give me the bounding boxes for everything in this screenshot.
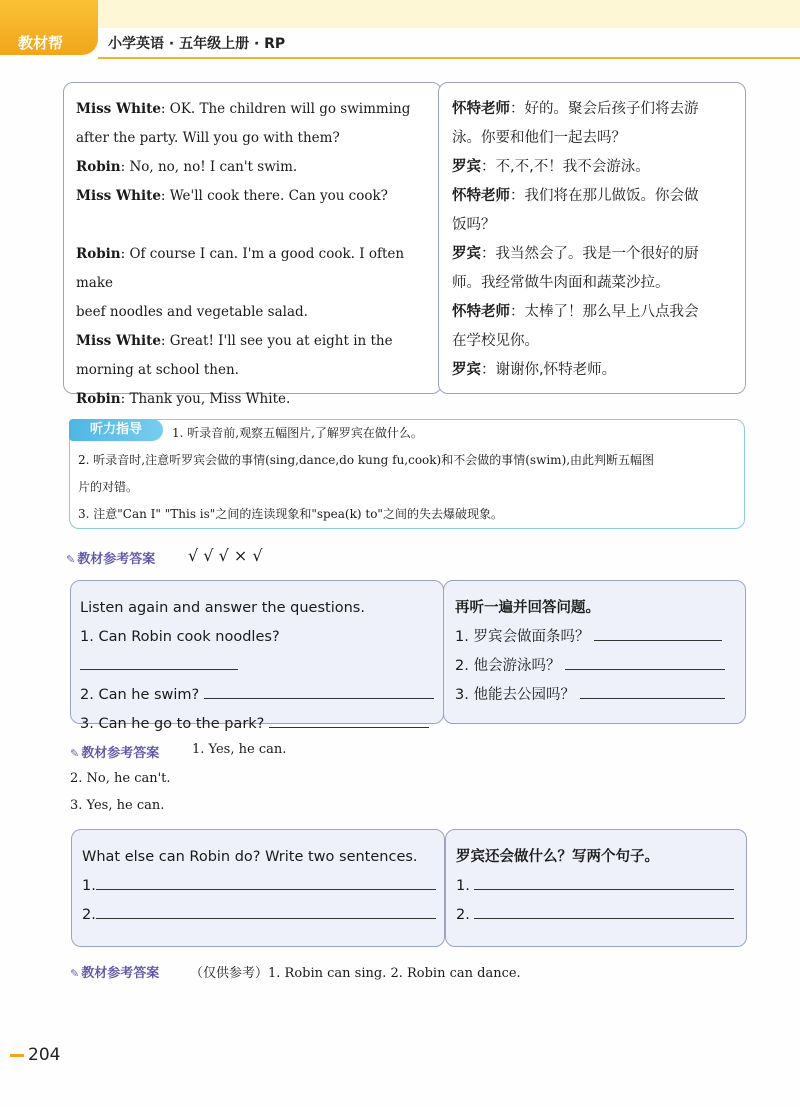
dialogue-line — [76, 153, 436, 182]
sep: : — [160, 188, 170, 204]
dialogue-line — [452, 298, 742, 327]
page-dash — [10, 1054, 24, 1057]
guide-line: 1. 听录音前,观察五幅图片,了解罗宾在做什么。 — [172, 426, 423, 440]
question-text: 1. 罗宾会做面条吗？ — [455, 629, 590, 645]
top-band — [0, 0, 800, 28]
write-blank[interactable] — [96, 875, 436, 890]
line-text: OK. The children will go swimming — [169, 101, 411, 117]
line-text: 谢谢你,怀特老师。 — [495, 362, 617, 378]
dialogue-line — [76, 298, 436, 327]
dialogue-line — [452, 182, 742, 211]
speaker: 怀特老师 — [452, 188, 510, 204]
speaker: 怀特老师 — [452, 101, 510, 117]
line-text: No, no, no! I can't swim. — [129, 159, 298, 175]
line-text: 师。我经常做牛肉面和蔬菜沙拉。 — [452, 275, 670, 291]
header-tag — [0, 0, 98, 55]
sep: ： — [481, 362, 496, 378]
answer-blank[interactable] — [269, 713, 429, 728]
write-num: 1. — [82, 878, 96, 894]
line-text: 在学校见你。 — [452, 333, 539, 349]
dialogue-line — [452, 240, 742, 269]
dialogue-line — [452, 327, 742, 356]
dialogue-en — [76, 95, 436, 414]
pen-icon: ✎ — [66, 553, 76, 566]
speaker: 罗宾 — [452, 159, 481, 175]
write-line — [82, 901, 440, 930]
line-text: Great! I'll see you at eight in the — [169, 333, 393, 349]
line-text: 我当然会了。我是一个很好的厨 — [495, 246, 699, 262]
questions-cn — [455, 594, 740, 710]
line-text: morning at school then. — [76, 362, 239, 378]
speaker: Robin — [76, 159, 121, 175]
sep: : — [160, 101, 170, 117]
question-text: 3. Can he go to the park? — [80, 716, 265, 732]
dialogue-line — [452, 153, 742, 182]
sep: : — [160, 333, 170, 349]
answer-blank[interactable] — [80, 655, 238, 670]
answer-label — [70, 742, 159, 761]
line-text: 饭吗？ — [452, 217, 496, 233]
header-tag-label: 教材帮 — [18, 34, 64, 52]
speaker: 罗宾 — [452, 362, 481, 378]
dialogue-spacer — [76, 211, 436, 240]
answer-label — [70, 962, 159, 981]
speaker: 罗宾 — [452, 246, 481, 262]
question-item — [80, 710, 438, 739]
sep: : — [120, 246, 130, 262]
answer-blank[interactable] — [580, 684, 725, 699]
question-item — [455, 681, 740, 710]
line-text: Thank you, Miss White. — [129, 391, 291, 407]
guide-line: 片的对错。 — [78, 480, 139, 494]
line-text: 好的。聚会后孩子们将去游 — [524, 101, 699, 117]
line-text: We'll cook there. Can you cook? — [169, 188, 388, 204]
line-text: 不,不,不！我不会游泳。 — [495, 159, 650, 175]
line-text: Of course I can. I'm a good cook. I often make — [76, 246, 405, 291]
dialogue-line — [76, 356, 436, 385]
listening-guide-text — [78, 420, 738, 528]
questions-en — [80, 594, 438, 739]
write-num: 2. — [456, 907, 470, 923]
answer-value: √ √ √ × √ — [188, 546, 263, 565]
answer-line: 3. Yes, he can. — [70, 798, 165, 813]
write-blank[interactable] — [474, 904, 734, 919]
answer-label — [66, 548, 155, 567]
dialogue-line — [76, 240, 436, 298]
dialogue-line — [76, 327, 436, 356]
page-number — [10, 1045, 60, 1065]
dialogue-line — [76, 124, 436, 153]
dialogue-line — [452, 269, 742, 298]
page-number-text: 204 — [28, 1045, 61, 1065]
dialogue-cn — [452, 95, 742, 385]
line-text: after the party. Will you go with them? — [76, 130, 340, 146]
question-title: 再听一遍并回答问题。 — [455, 600, 600, 616]
answer-line: 1. Yes, he can. — [192, 742, 287, 757]
answer-label-text: 教材参考答案 — [81, 966, 160, 981]
question-text: 2. 他会游泳吗？ — [455, 658, 561, 674]
question-text: 2. Can he swim? — [80, 687, 200, 703]
write-line — [456, 901, 741, 930]
speaker: Miss White — [76, 188, 161, 204]
dialogue-line — [76, 95, 436, 124]
dialogue-line — [76, 182, 436, 211]
question-item — [455, 652, 740, 681]
dialogue-line — [76, 385, 436, 414]
sep: : — [120, 391, 130, 407]
answer-blank[interactable] — [204, 684, 434, 699]
write-num: 2. — [82, 907, 96, 923]
dialogue-line — [452, 211, 742, 240]
write-cn — [456, 843, 741, 930]
dialogue-line — [452, 95, 742, 124]
question-text: 1. Can Robin cook noodles? — [80, 629, 280, 645]
write-blank[interactable] — [474, 875, 734, 890]
header-title: 小学英语 · 五年级上册 · RP — [108, 36, 286, 52]
pen-icon: ✎ — [70, 967, 80, 980]
sep: ： — [510, 101, 525, 117]
sep: ： — [481, 246, 496, 262]
question-item — [80, 681, 438, 710]
answer-label-text: 教材参考答案 — [81, 746, 160, 761]
speaker: 怀特老师 — [452, 304, 510, 320]
line-text: beef noodles and vegetable salad. — [76, 304, 308, 320]
question-item — [80, 623, 438, 681]
line-text: 太棒了！那么早上八点我会 — [524, 304, 699, 320]
write-line — [82, 872, 440, 901]
header-divider — [98, 57, 800, 59]
dialogue-line — [452, 124, 742, 153]
pen-icon: ✎ — [70, 747, 80, 760]
sep: : — [120, 159, 130, 175]
write-num: 1. — [456, 878, 470, 894]
question-title: Listen again and answer the questions. — [80, 600, 365, 616]
dialogue-line — [452, 356, 742, 385]
speaker: Miss White — [76, 101, 161, 117]
sep: ： — [510, 188, 525, 204]
guide-line: 2. 听录音时,注意听罗宾会做的事情(sing,dance,do kung fu,cook)和不会做的事情(swim),由此判断五幅图 — [78, 453, 655, 467]
line-text: 我们将在那儿做饭。你会做 — [524, 188, 699, 204]
write-title: What else can Robin do? Write two sentences. — [82, 849, 418, 865]
sep: ： — [510, 304, 525, 320]
answer-blank[interactable] — [594, 626, 722, 641]
guide-line: 3. 注意"Can I" "This is"之间的连读现象和"spea(k) to"之间的失去爆破现象。 — [78, 507, 503, 521]
answer-label-text: 教材参考答案 — [77, 552, 156, 567]
line-text: 泳。你要和他们一起去吗？ — [452, 130, 626, 146]
speaker: Miss White — [76, 333, 161, 349]
answer-blank[interactable] — [565, 655, 725, 670]
speaker: Robin — [76, 246, 121, 262]
write-en — [82, 843, 440, 930]
answer-line: 2. No, he can't. — [70, 771, 171, 786]
write-line — [456, 872, 741, 901]
write-blank[interactable] — [96, 904, 436, 919]
listening-guide-tag: 听力指导 — [69, 419, 163, 441]
question-item — [455, 623, 740, 652]
write-title: 罗宾还会做什么？写两个句子。 — [456, 849, 659, 865]
sep: ： — [481, 159, 496, 175]
answer-value: （仅供参考）1. Robin can sing. 2. Robin can dance. — [190, 966, 521, 981]
question-text: 3. 他能去公园吗？ — [455, 687, 575, 703]
speaker: Robin — [76, 391, 121, 407]
